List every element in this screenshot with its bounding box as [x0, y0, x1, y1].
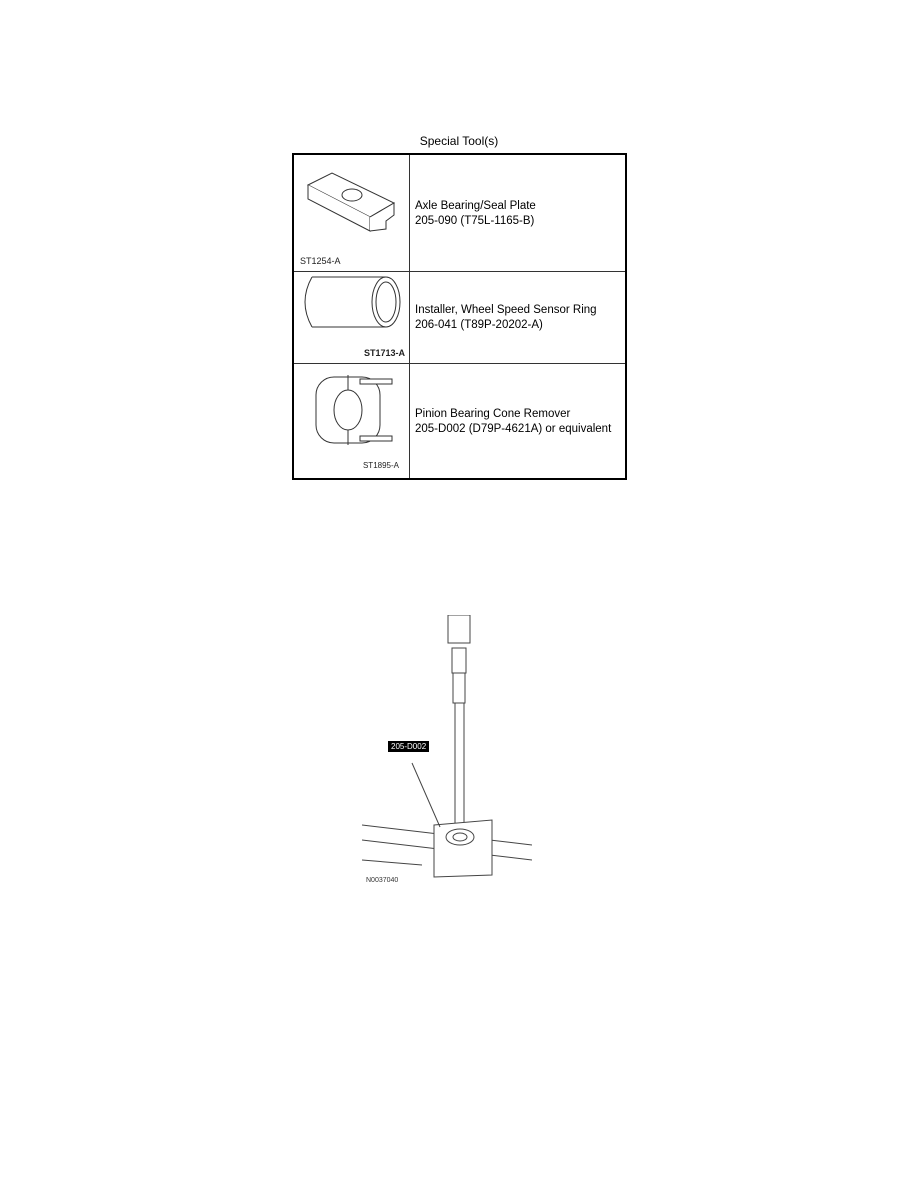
tool-code: ST1254-A: [300, 256, 341, 266]
tool-code: ST1713-A: [363, 348, 405, 358]
figure-id: N0037040: [366, 877, 399, 884]
tool-description: [415, 407, 611, 437]
tool-image-cell: [294, 155, 410, 271]
tool-code: ST1895-A: [362, 461, 399, 470]
tool-description: [415, 199, 536, 229]
tool-image-cell: [294, 363, 410, 478]
seal-plate-illustration: [294, 155, 409, 271]
tool-name: Installer, Wheel Speed Sensor Ring: [415, 304, 597, 316]
tool-description: [415, 303, 597, 333]
table-row: [294, 271, 625, 364]
tool-number: 205-D002 (D79P-4621A) or equivalent: [415, 423, 612, 435]
tool-number: 205-090 (T75L-1165-B): [415, 215, 535, 227]
table-title: Special Tool(s): [419, 134, 499, 148]
tool-number: 206-041 (T89P-20202-A): [415, 319, 543, 331]
special-tools-table: [292, 153, 627, 480]
table-row: [294, 155, 625, 272]
tool-callout-label: 205-D002: [388, 741, 429, 752]
tool-image-cell: [294, 271, 410, 363]
bearing-removal-illustration: [362, 615, 532, 895]
tool-name: Pinion Bearing Cone Remover: [415, 408, 571, 420]
tool-name: Axle Bearing/Seal Plate: [415, 200, 536, 212]
table-row: [294, 363, 625, 478]
